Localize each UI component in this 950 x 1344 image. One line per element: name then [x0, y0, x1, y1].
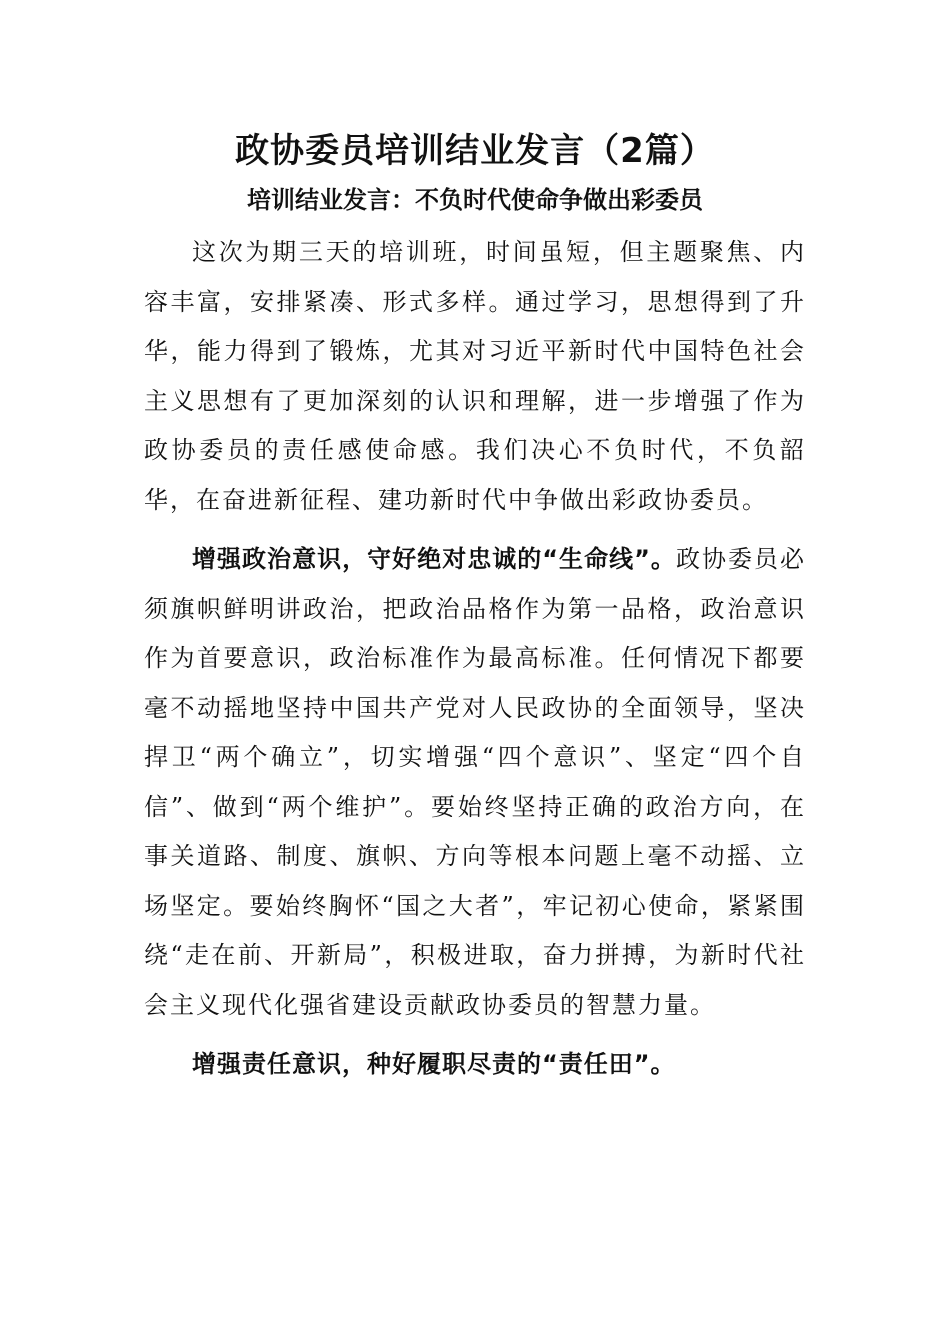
document-body — [144, 228, 806, 1090]
paragraph-text: 政协委员必须旗帜鲜明讲政治，把政治品格作为第一品格，政治意识作为首要意识，政治标准作为最高标准。任何情况下都要毫不动摇地坚持中国共产党对人民政协的全面领导，坚决捍卫“两个确立”，切实增强“四个意识”、坚定“四个自信”、做到“两个维护”。要始终坚持正确的政治方向，在事关道路、制度、旗帜、方向等根本问题上毫不动摇、立场坚定。要始终胸怀“国之大者”，牢记初心使命，紧紧围绕“走在前、开新局”，积极进取，奋力拼搏，为新时代社会主义现代化强省建设贡献政协委员的智慧力量。 — [144, 545, 807, 1019]
paragraph-text: 这次为期三天的培训班，时间虽短，但主题聚焦、内容丰富，安排紧凑、形式多样。通过学习，思想得到了升华，能力得到了锻炼，尤其对习近平新时代中国特色社会主义思想有了更加深刻的认识和理解，进一步增强了作为政协委员的责任感使命感。我们决心不负时代，不负韶华，在奋进新征程、建功新时代中争做出彩政协委员。 — [144, 238, 806, 514]
paragraph-responsibility-awareness — [144, 1040, 806, 1090]
paragraph-political-awareness — [144, 535, 806, 1030]
document-subtitle: 培训结业发言：不负时代使命争做出彩委员 — [247, 186, 703, 214]
document-title: 政协委员培训结业发言（2篇） — [235, 131, 715, 171]
paragraph-lead: 增强政治意识，守好绝对忠诚的“生命线”。 — [192, 545, 676, 573]
paragraph-intro — [144, 228, 806, 525]
paragraph-lead: 增强责任意识，种好履职尽责的“责任田”。 — [192, 1050, 676, 1078]
